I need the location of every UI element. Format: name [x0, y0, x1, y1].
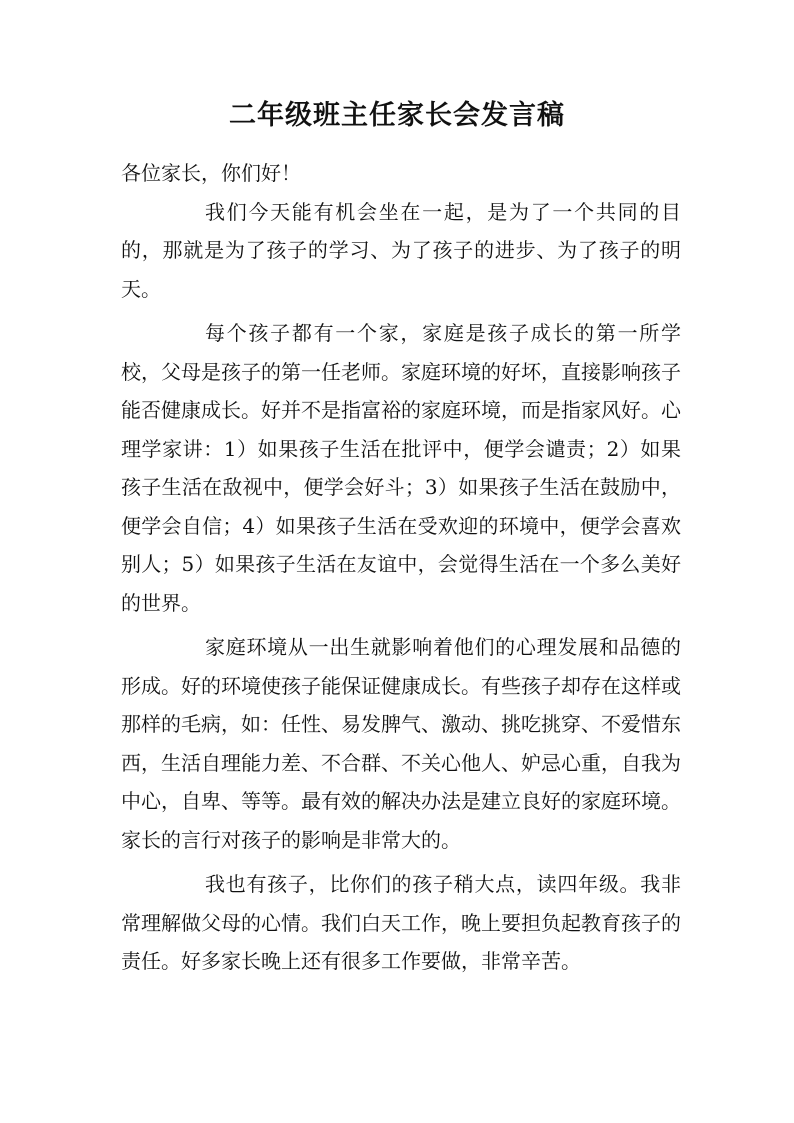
paragraph-2: 每个孩子都有一个家，家庭是孩子成长的第一所学校，父母是孩子的第一任老师。家庭环境的好坏，直接影响孩子能否健康成长。好并不是指富裕的家庭环境，而是指家风好。心理学家讲：1）如果孩子生活在批评中，便学会谴责；2）如果孩子生活在敌视中，便学会好斗；3）如果孩子生活在鼓励中，便学会自信；4）如果孩子生活在受欢迎的环境中，便学会喜欢别人；5）如果孩子生活在友谊中，会觉得生活在一个多么美好的世界。	[121, 321, 681, 615]
paragraph-3: 家庭环境从一出生就影响着他们的心理发展和品德的形成。好的环境使孩子能保证健康成长。有些孩子却存在这样或那样的毛病，如：任性、易发脾气、激动、挑吃挑穿、不爱惜东西，生活自理能力差、不合群、不关心他人、妒忌心重，自我为中心，自卑、等等。最有效的解决办法是建立良好的家庭环境。家长的言行对孩子的影响是非常大的。	[121, 635, 681, 852]
paragraph-4: 我也有孩子，比你们的孩子稍大点，读四年级。我非常理解做父母的心情。我们白天工作，晚上要担负起教育孩子的责任。好多家长晚上还有很多工作要做，非常辛苦。	[121, 872, 681, 973]
paragraph-1: 我们今天能有机会坐在一起，是为了一个共同的目的，那就是为了孩子的学习、为了孩子的进步、为了孩子的明天。	[121, 199, 681, 301]
document-title: 二年级班主任家长会发言稿	[229, 100, 565, 131]
greeting-line: 各位家长，你们好！	[121, 161, 301, 185]
document-body	[121, 154, 681, 981]
